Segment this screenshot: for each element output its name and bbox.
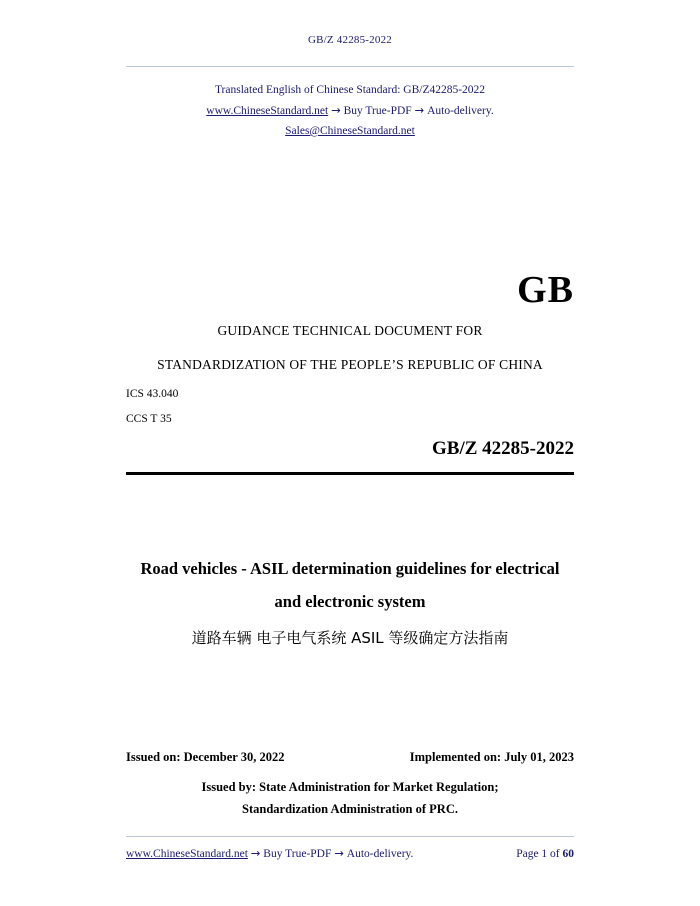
promo-email-link[interactable]: Sales@ChineseStandard.net — [285, 125, 415, 137]
standard-number: GB/Z 42285-2022 — [432, 438, 574, 459]
promo-line-translated: Translated English of Chinese Standard: GB/Z42285-2022 — [214, 84, 486, 96]
page-number-prefix: Page 1 of — [516, 848, 563, 860]
promo-line-email — [126, 121, 574, 141]
footer-links — [126, 846, 413, 860]
promo-site-link[interactable]: www.ChineseStandard.net — [206, 105, 329, 117]
page-number — [516, 848, 574, 860]
document-title-line-2: and electronic system — [274, 592, 426, 611]
footer-arrow-2: → — [334, 846, 344, 860]
document-title-line-1: Road vehicles - ASIL determination guidelines for electrical — [140, 559, 560, 578]
gb-mark: GB — [517, 269, 574, 311]
ics-code: ICS 43.040 — [126, 388, 179, 400]
footer-arrow-1: → — [250, 846, 261, 860]
ccs-code: CCS T 35 — [126, 413, 172, 425]
organization-line-1: GUIDANCE TECHNICAL DOCUMENT FOR — [217, 323, 483, 338]
page-number-total: 60 — [562, 848, 574, 860]
promo-line-links — [126, 100, 574, 121]
organization-line-2: STANDARDIZATION OF THE PEOPLE’S REPUBLIC OF CHINA — [157, 357, 543, 372]
page-header — [126, 34, 574, 46]
title-divider — [126, 472, 574, 475]
issued-on: Issued on: December 30, 2022 — [126, 750, 285, 764]
issuer-line-2: Standardization Administration of PRC. — [242, 802, 458, 816]
issuer-block — [126, 776, 574, 820]
promo-buy-label: Buy True-PDF — [343, 105, 412, 117]
page-footer — [126, 846, 574, 860]
footer-site-link[interactable]: www.ChineseStandard.net — [126, 848, 248, 860]
promo-block — [126, 80, 574, 141]
implemented-on: Implemented on: July 01, 2023 — [409, 750, 574, 764]
footer-delivery-label: Auto-delivery. — [346, 848, 414, 860]
promo-arrow-1: → — [331, 103, 341, 117]
dates-row — [126, 750, 574, 765]
document-title-chinese: 道路车辆 电子电气系统 ASIL 等级确定方法指南 — [191, 629, 509, 647]
header-divider — [126, 66, 574, 67]
issuer-line-1: Issued by: State Administration for Market Regulation; — [201, 780, 499, 794]
footer-buy-label: Buy True-PDF — [263, 848, 332, 860]
footer-divider — [126, 836, 574, 837]
promo-delivery-label: Auto-delivery. — [427, 105, 494, 117]
header-standard-number: GB/Z 42285-2022 — [308, 34, 392, 46]
document-title — [110, 552, 590, 618]
promo-arrow-2: → — [414, 103, 425, 117]
